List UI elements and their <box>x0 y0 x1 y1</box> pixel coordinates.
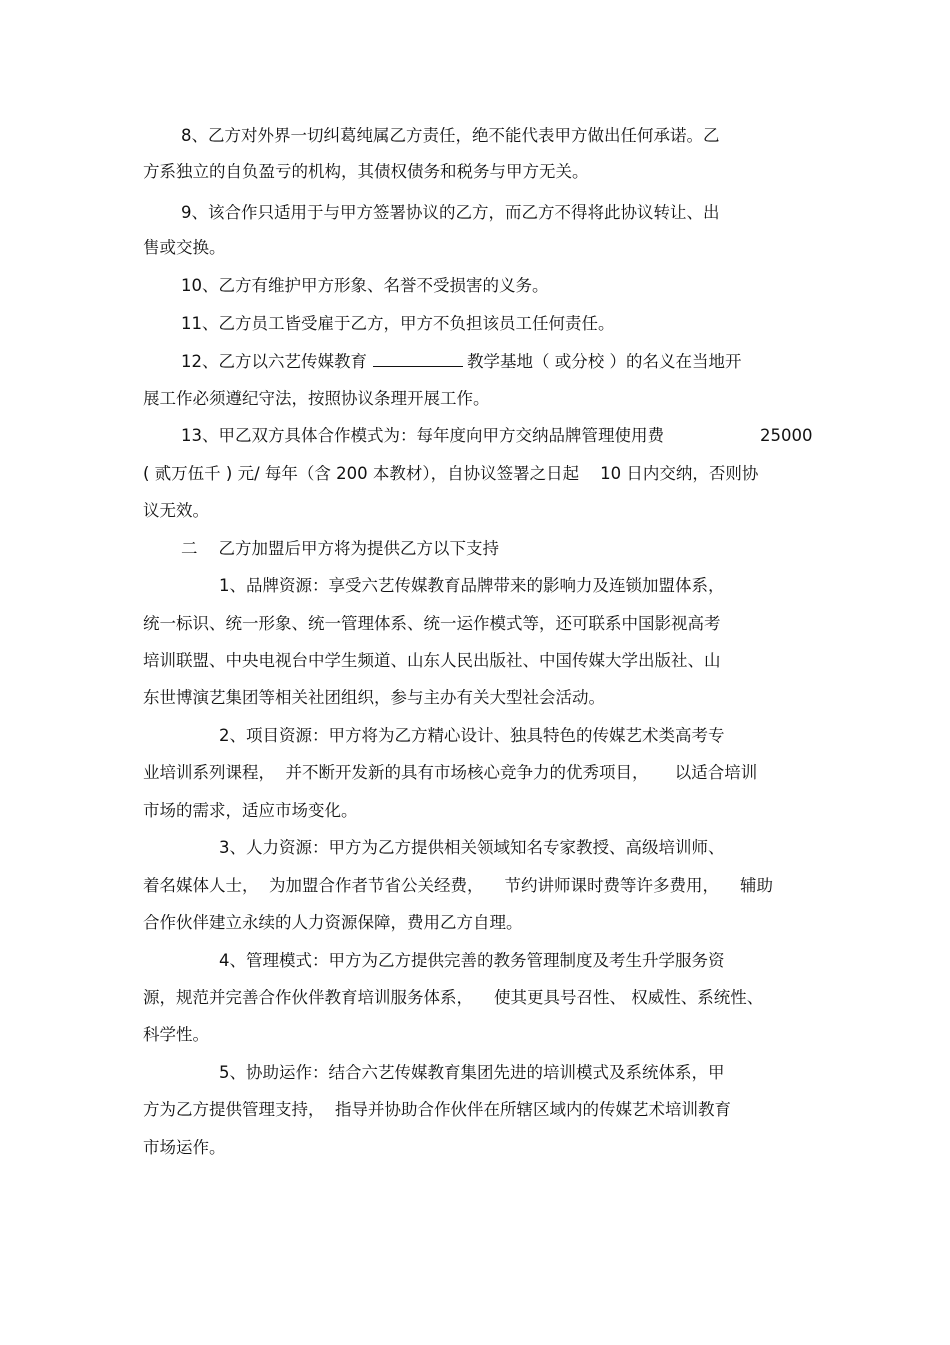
support-3-line-1: 3、人力资源：甲方为乙方提供相关领域知名专家教授、高级培训师、 <box>219 838 725 857</box>
clause-9-line-2: 售或交换。 <box>143 238 226 257</box>
support-1-line-2: 统一标识、统一形象、统一管理体系、统一运作模式等，还可联系中国影视高考 <box>143 614 721 633</box>
support-3-line-2: 着名媒体人士， 为加盟合作者节省公关经费， 节约讲师课时费等许多费用， 辅助 <box>143 876 773 895</box>
support-4-line-3: 科学性。 <box>143 1025 209 1044</box>
support-5-line-2: 方为乙方提供管理支持， 指导并协助合作伙伴在所辖区域内的传媒艺术培训教育 <box>143 1100 731 1119</box>
support-4-line-1: 4、管理模式：甲方为乙方提供完善的教务管理制度及考生升学服务资 <box>219 951 725 970</box>
clause-8-line-1: 8、乙方对外界一切纠葛纯属乙方责任，绝不能代表甲方做出任何承诺。乙 <box>181 126 720 145</box>
clause-8-line-2: 方系独立的自负盈亏的机构，其债权债务和税务与甲方无关。 <box>143 162 589 181</box>
support-2-line-3: 市场的需求，适应市场变化。 <box>143 801 358 820</box>
clause-13-line-3: 议无效。 <box>143 501 209 520</box>
clause-10: 10、乙方有维护甲方形象、名誉不受损害的义务。 <box>181 276 549 295</box>
clause-12-line-2: 展工作必须遵纪守法，按照协议条理开展工作。 <box>143 389 490 408</box>
clause-9-line-1: 9、该合作只适用于与甲方签署协议的乙方，而乙方不得将此协议转让、出 <box>181 203 720 222</box>
support-5-line-1: 5、协助运作：结合六艺传媒教育集团先进的培训模式及系统体系，甲 <box>219 1063 725 1082</box>
support-1-line-1: 1、品牌资源：享受六艺传媒教育品牌带来的影响力及连锁加盟体系， <box>219 576 725 595</box>
clause-12-text-a: 12、乙方以六艺传媒教育 <box>181 352 367 371</box>
support-2-line-1: 2、项目资源：甲方将为乙方精心设计、独具特色的传媒艺术类高考专 <box>219 726 725 745</box>
fee-amount: 25000 <box>760 426 813 445</box>
support-5-line-3: 市场运作。 <box>143 1138 226 1157</box>
clause-11: 11、乙方员工皆受雇于乙方，甲方不负担该员工任何责任。 <box>181 314 615 333</box>
support-2-line-2: 业培训系列课程， 并不断开发新的具有市场核心竞争力的优秀项目， 以适合培训 <box>143 763 758 782</box>
section-two-heading: 二 乙方加盟后甲方将为提供乙方以下支持 <box>181 539 499 558</box>
support-3-line-3: 合作伙伴建立永续的人力资源保障，费用乙方自理。 <box>143 913 523 932</box>
clause-12-text-b: 教学基地（ 或分校 ）的名义在当地开 <box>467 352 742 371</box>
support-4-line-2: 源，规范并完善合作伙伴教育培训服务体系， 使其更具号召性、 权威性、系统性、 <box>143 988 764 1007</box>
clause-13-line-1: 13、甲乙双方具体合作模式为：每年度向甲方交纳品牌管理使用费 <box>181 426 664 445</box>
clause-13-line-2: ( 贰万伍千 ) 元/ 每年（含 200 本教材），自协议签署之日起 10 日内交纳，否则协 <box>143 464 759 483</box>
blank-underline <box>373 351 463 367</box>
support-1-line-3: 培训联盟、中央电视台中学生频道、山东人民出版社、中国传媒大学出版社、山 <box>143 651 721 670</box>
support-1-line-4: 东世博演艺集团等相关社团组织，参与主办有关大型社会活动。 <box>143 688 605 707</box>
clause-12-line-1 <box>181 351 742 372</box>
